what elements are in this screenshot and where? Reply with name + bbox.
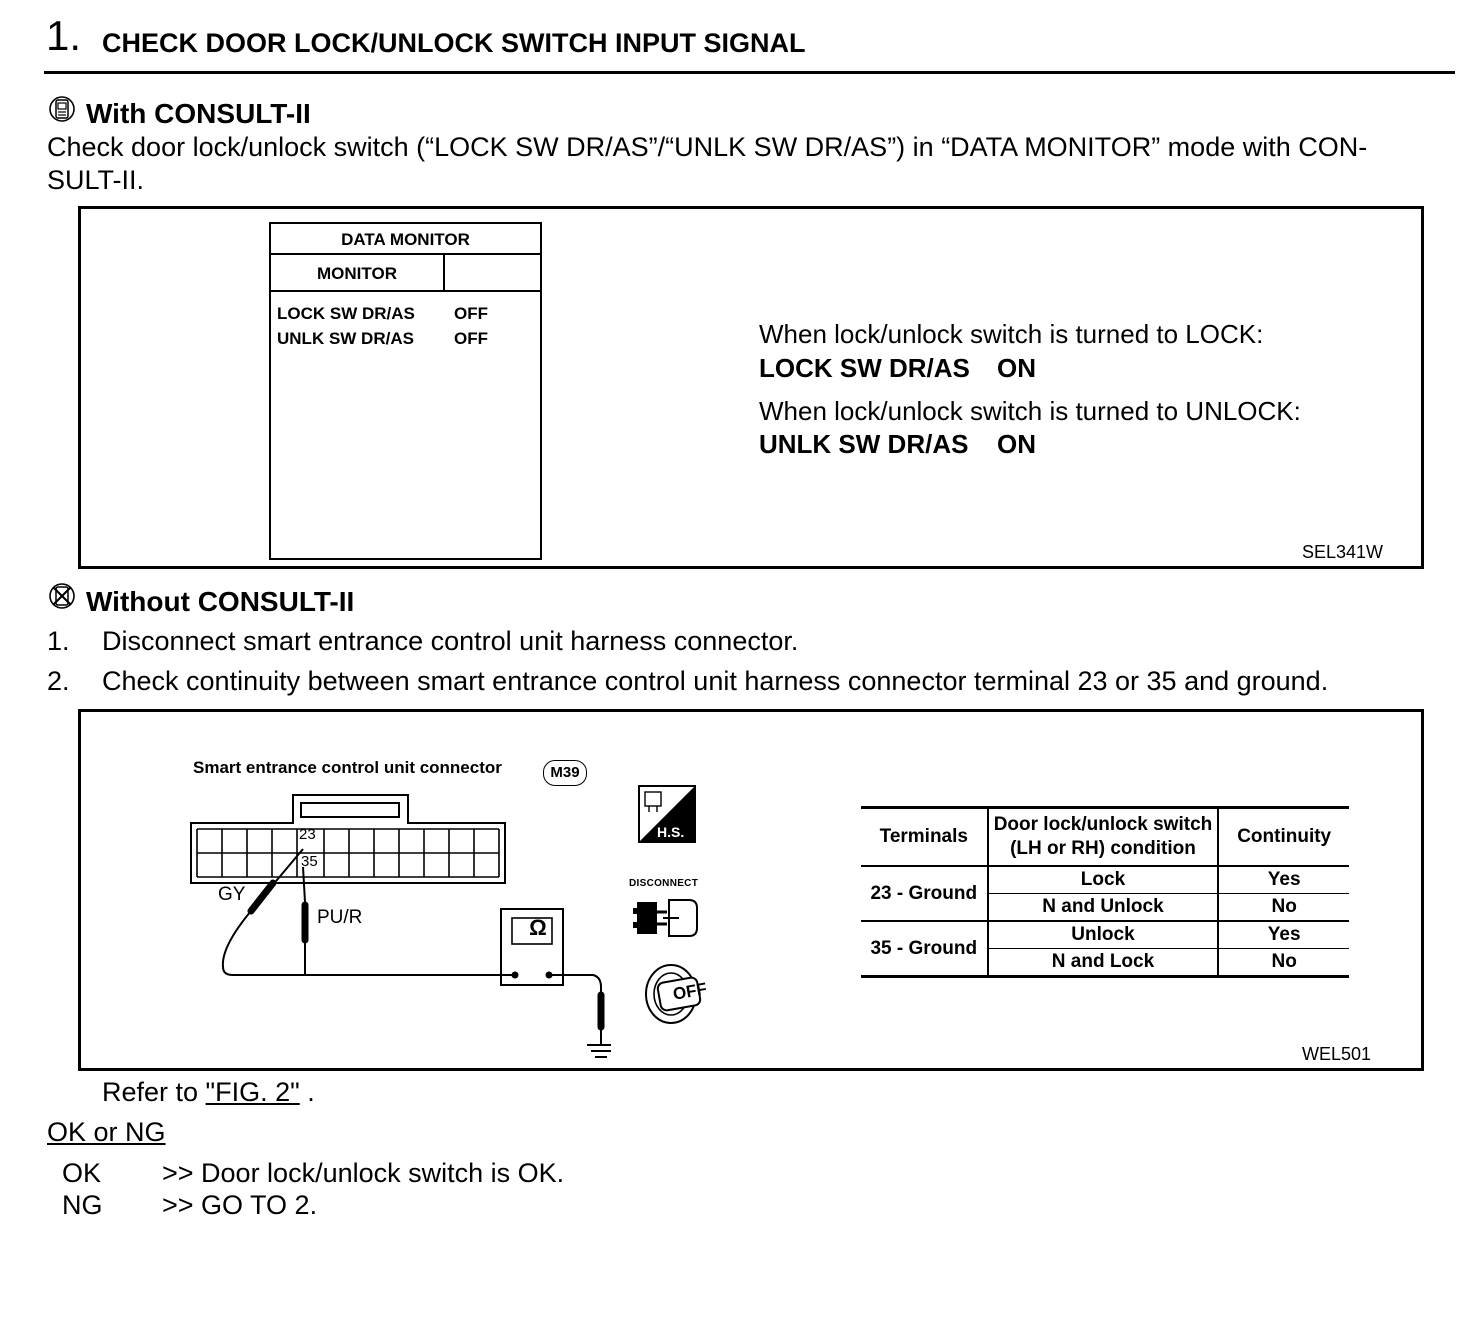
unlock-condition-text: When lock/unlock switch is turned to UNLOCK: [759, 396, 1301, 426]
lock-condition-text: When lock/unlock switch is turned to LOCK: [759, 319, 1264, 349]
result-key-ng: NG [62, 1190, 103, 1220]
consult-tool-icon [48, 95, 78, 125]
header-terminals: Terminals [861, 808, 988, 867]
with-consult-line1: Check door lock/unlock switch (“LOCK SW DR/AS”/“UNLK SW DR/AS”) in “DATA MONITOR” mode with CON- [47, 132, 1368, 162]
refer-suffix: . [299, 1077, 315, 1107]
without-consult-heading: Without CONSULT-II [86, 586, 355, 617]
header-condition [988, 808, 1219, 867]
refer-line [102, 1076, 315, 1109]
result-text-ok: >> Door lock/unlock switch is OK. [162, 1158, 565, 1188]
condition-cell: N and Unlock [988, 894, 1219, 922]
with-consult-line2: SULT-II. [47, 165, 145, 195]
header-condition-line1: Door lock/unlock switch [993, 814, 1213, 835]
monitor-column-header: MONITOR [271, 255, 445, 292]
disconnect-label: DISCONNECT [629, 878, 699, 889]
refer-prefix: Refer to [102, 1077, 206, 1107]
figure-code: SEL341W [1302, 542, 1384, 562]
monitor-value-header [445, 255, 540, 292]
connector-label: Smart entrance control unit connector [193, 758, 502, 777]
continuity-table [861, 806, 1349, 978]
ohm-symbol: Ω [529, 915, 547, 940]
condition-cell: N and Lock [988, 949, 1219, 977]
fig2-link[interactable]: "FIG. 2" [205, 1077, 300, 1107]
monitor-row-item: LOCK SW DR/AS [277, 304, 415, 323]
with-consult-heading: With CONSULT-II [86, 98, 311, 129]
header-continuity: Continuity [1237, 826, 1332, 847]
step-item-text: Disconnect smart entrance control unit harness connector. [102, 626, 799, 656]
connector-id-badge: M39 [543, 760, 587, 786]
hs-label: H.S. [657, 824, 685, 840]
lock-result-value: ON [997, 353, 1036, 383]
ignition-off-label: OFF [671, 979, 709, 1004]
terminal-cell: 23 - Ground [861, 866, 988, 921]
result-text-ng: >> GO TO 2. [162, 1190, 318, 1220]
step-number: 1. [46, 12, 82, 59]
result-heading: OK or NG [47, 1117, 166, 1147]
step-item-text: Check continuity between smart entrance control unit harness connector terminal 23 or 35 and ground. [102, 666, 1329, 696]
condition-cell: Lock [988, 866, 1219, 894]
wire-pur-label: PU/R [317, 907, 363, 928]
figure-continuity-check [78, 709, 1424, 1071]
monitor-row-item: UNLK SW DR/AS [277, 329, 414, 348]
unlock-result-item: UNLK SW DR/AS [759, 429, 969, 459]
pin-23-label: 23 [299, 826, 316, 843]
unlock-result-value: ON [997, 429, 1036, 459]
step-item-number: 2. [47, 666, 70, 696]
continuity-cell: No [1271, 896, 1297, 917]
continuity-cell: Yes [1267, 924, 1301, 945]
no-consult-icon [48, 582, 78, 612]
monitor-row-value: OFF [454, 329, 488, 348]
step-title: CHECK DOOR LOCK/UNLOCK SWITCH INPUT SIGNAL [102, 28, 806, 58]
header-condition-line2: (LH or RH) condition [1010, 838, 1196, 859]
data-monitor-title: DATA MONITOR [271, 224, 540, 255]
monitor-row-value: OFF [454, 304, 488, 323]
condition-cell: Unlock [988, 921, 1219, 949]
wire-gy-label: GY [218, 884, 246, 905]
pin-35-label: 35 [301, 853, 318, 870]
figure-data-monitor [78, 206, 1424, 569]
disconnect-connector-icon [633, 892, 703, 944]
header-rule [44, 71, 1455, 74]
lock-result-item: LOCK SW DR/AS [759, 353, 970, 383]
continuity-cell: No [1271, 951, 1297, 972]
figure-code: WEL501 [1302, 1044, 1372, 1064]
terminal-cell: 35 - Ground [861, 921, 988, 977]
step-item-number: 1. [47, 626, 70, 656]
continuity-cell: Yes [1267, 869, 1301, 890]
result-key-ok: OK [62, 1158, 102, 1188]
data-monitor-screen [269, 222, 542, 560]
